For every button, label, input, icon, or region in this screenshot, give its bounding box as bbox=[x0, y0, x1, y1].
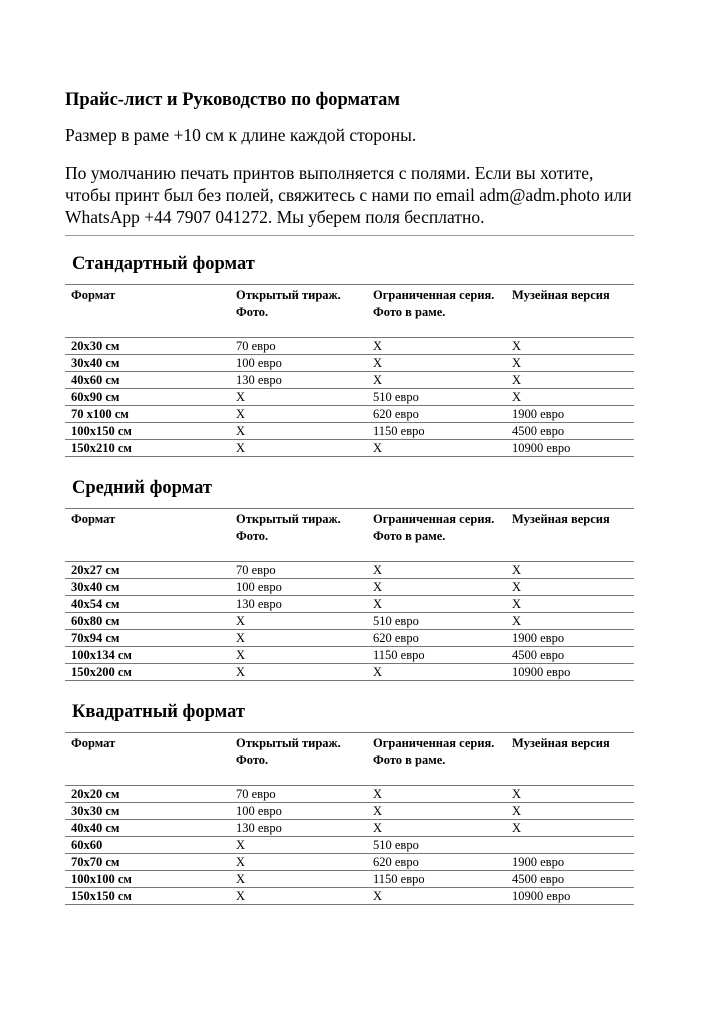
price-cell: X bbox=[367, 440, 506, 457]
column-header: Формат bbox=[65, 285, 230, 338]
price-cell: X bbox=[506, 613, 634, 630]
column-header: Музейная версия bbox=[506, 509, 634, 562]
table-row bbox=[65, 355, 634, 372]
price-cell: 1900 евро bbox=[506, 854, 634, 871]
price-cell: X bbox=[367, 820, 506, 837]
price-cell: 70 евро bbox=[230, 786, 367, 803]
price-cell: 510 евро bbox=[367, 837, 506, 854]
price-cell: 4500 евро bbox=[506, 423, 634, 440]
price-cell: 1900 евро bbox=[506, 630, 634, 647]
price-cell: X bbox=[367, 803, 506, 820]
table-row bbox=[65, 837, 634, 854]
table-row bbox=[65, 372, 634, 389]
price-cell: 100 евро bbox=[230, 355, 367, 372]
price-cell: X bbox=[230, 440, 367, 457]
table-row bbox=[65, 562, 634, 579]
table-row bbox=[65, 664, 634, 681]
price-cell: X bbox=[367, 664, 506, 681]
table-header-row bbox=[65, 285, 634, 338]
price-cell: 4500 евро bbox=[506, 647, 634, 664]
price-cell: X bbox=[367, 888, 506, 905]
table-row bbox=[65, 440, 634, 457]
column-header: Ограниченная серия. Фото в раме. bbox=[367, 733, 506, 786]
price-cell: X bbox=[367, 562, 506, 579]
price-cell: X bbox=[230, 871, 367, 888]
price-cell: 130 евро bbox=[230, 596, 367, 613]
price-cell: X bbox=[367, 355, 506, 372]
size-cell: 30x30 см bbox=[65, 803, 230, 820]
borders-note-line: чтобы принт был без полей, свяжитесь с нами по email adm@adm.photo или bbox=[65, 185, 632, 205]
price-cell: 10900 евро bbox=[506, 664, 634, 681]
price-cell: X bbox=[367, 338, 506, 355]
table-row bbox=[65, 338, 634, 355]
size-cell: 150x210 см bbox=[65, 440, 230, 457]
price-cell: 1150 евро bbox=[367, 647, 506, 664]
column-header: Формат bbox=[65, 509, 230, 562]
column-header: Музейная версия bbox=[506, 733, 634, 786]
price-cell: X bbox=[367, 372, 506, 389]
price-cell: X bbox=[506, 355, 634, 372]
price-cell: X bbox=[506, 389, 634, 406]
price-cell: X bbox=[506, 579, 634, 596]
size-cell: 60x60 bbox=[65, 837, 230, 854]
table-row bbox=[65, 854, 634, 871]
table-row bbox=[65, 423, 634, 440]
table-row bbox=[65, 406, 634, 423]
size-cell: 20x27 см bbox=[65, 562, 230, 579]
price-cell: 10900 евро bbox=[506, 440, 634, 457]
price-cell: X bbox=[367, 786, 506, 803]
column-header: Ограниченная серия. Фото в раме. bbox=[367, 509, 506, 562]
price-cell: X bbox=[230, 389, 367, 406]
price-cell: X bbox=[230, 613, 367, 630]
price-cell: 620 евро bbox=[367, 854, 506, 871]
price-cell: X bbox=[230, 888, 367, 905]
price-cell: X bbox=[230, 630, 367, 647]
borders-note bbox=[65, 162, 665, 228]
price-cell: X bbox=[367, 596, 506, 613]
size-cell: 30x40 см bbox=[65, 579, 230, 596]
column-header: Музейная версия bbox=[506, 285, 634, 338]
table-row bbox=[65, 820, 634, 837]
price-cell bbox=[506, 837, 634, 854]
size-cell: 40x40 см bbox=[65, 820, 230, 837]
price-cell: 100 евро bbox=[230, 803, 367, 820]
price-cell: 620 евро bbox=[367, 406, 506, 423]
size-cell: 150x150 см bbox=[65, 888, 230, 905]
price-cell: X bbox=[506, 372, 634, 389]
table-header-row bbox=[65, 733, 634, 786]
divider bbox=[65, 235, 634, 236]
table-row bbox=[65, 871, 634, 888]
page-title: Прайс-лист и Руководство по форматам bbox=[65, 90, 400, 110]
table-row bbox=[65, 630, 634, 647]
price-cell: X bbox=[506, 786, 634, 803]
price-cell: 130 евро bbox=[230, 820, 367, 837]
size-cell: 70x70 см bbox=[65, 854, 230, 871]
price-cell: 620 евро bbox=[367, 630, 506, 647]
size-cell: 60x80 см bbox=[65, 613, 230, 630]
section-title: Квадратный формат bbox=[72, 702, 245, 722]
column-header: Открытый тираж. Фото. bbox=[230, 285, 367, 338]
price-cell: X bbox=[367, 579, 506, 596]
price-cell: 70 евро bbox=[230, 338, 367, 355]
price-cell: X bbox=[230, 837, 367, 854]
price-cell: 100 евро bbox=[230, 579, 367, 596]
price-cell: X bbox=[506, 562, 634, 579]
size-cell: 40x60 см bbox=[65, 372, 230, 389]
price-cell: 10900 евро bbox=[506, 888, 634, 905]
price-cell: 70 евро bbox=[230, 562, 367, 579]
frame-size-note: Размер в раме +10 см к длине каждой стороны. bbox=[65, 125, 417, 145]
price-cell: X bbox=[506, 820, 634, 837]
price-cell: 1150 евро bbox=[367, 423, 506, 440]
price-cell: 510 евро bbox=[367, 389, 506, 406]
table-header-row bbox=[65, 509, 634, 562]
size-cell: 70x94 см bbox=[65, 630, 230, 647]
column-header: Формат bbox=[65, 733, 230, 786]
size-cell: 20x30 см bbox=[65, 338, 230, 355]
section-title: Средний формат bbox=[72, 478, 212, 498]
size-cell: 100x134 см bbox=[65, 647, 230, 664]
size-cell: 60x90 см bbox=[65, 389, 230, 406]
price-table bbox=[65, 284, 634, 457]
section-title: Стандартный формат bbox=[72, 254, 255, 274]
size-cell: 150x200 см bbox=[65, 664, 230, 681]
price-cell: X bbox=[506, 338, 634, 355]
column-header: Открытый тираж. Фото. bbox=[230, 509, 367, 562]
price-table bbox=[65, 732, 634, 905]
borders-note-line: WhatsApp +44 7907 041272. Мы уберем поля бесплатно. bbox=[65, 207, 485, 227]
table-row bbox=[65, 613, 634, 630]
table-row bbox=[65, 803, 634, 820]
price-cell: 510 евро bbox=[367, 613, 506, 630]
price-cell: 130 евро bbox=[230, 372, 367, 389]
price-cell: X bbox=[506, 596, 634, 613]
table-row bbox=[65, 647, 634, 664]
size-cell: 100x100 см bbox=[65, 871, 230, 888]
table-row bbox=[65, 389, 634, 406]
table-row bbox=[65, 888, 634, 905]
size-cell: 20x20 см bbox=[65, 786, 230, 803]
price-cell: X bbox=[230, 406, 367, 423]
column-header: Открытый тираж. Фото. bbox=[230, 733, 367, 786]
price-cell: X bbox=[230, 854, 367, 871]
size-cell: 100x150 см bbox=[65, 423, 230, 440]
price-table bbox=[65, 508, 634, 681]
table-row bbox=[65, 579, 634, 596]
price-cell: X bbox=[506, 803, 634, 820]
size-cell: 70 x100 см bbox=[65, 406, 230, 423]
price-cell: 1150 евро bbox=[367, 871, 506, 888]
table-row bbox=[65, 596, 634, 613]
price-cell: 4500 евро bbox=[506, 871, 634, 888]
borders-note-line: По умолчанию печать принтов выполняется с полями. Если вы хотите, bbox=[65, 163, 594, 183]
price-cell: 1900 евро bbox=[506, 406, 634, 423]
size-cell: 40x54 см bbox=[65, 596, 230, 613]
price-cell: X bbox=[230, 647, 367, 664]
table-row bbox=[65, 786, 634, 803]
size-cell: 30x40 см bbox=[65, 355, 230, 372]
price-cell: X bbox=[230, 423, 367, 440]
price-cell: X bbox=[230, 664, 367, 681]
column-header: Ограниченная серия. Фото в раме. bbox=[367, 285, 506, 338]
